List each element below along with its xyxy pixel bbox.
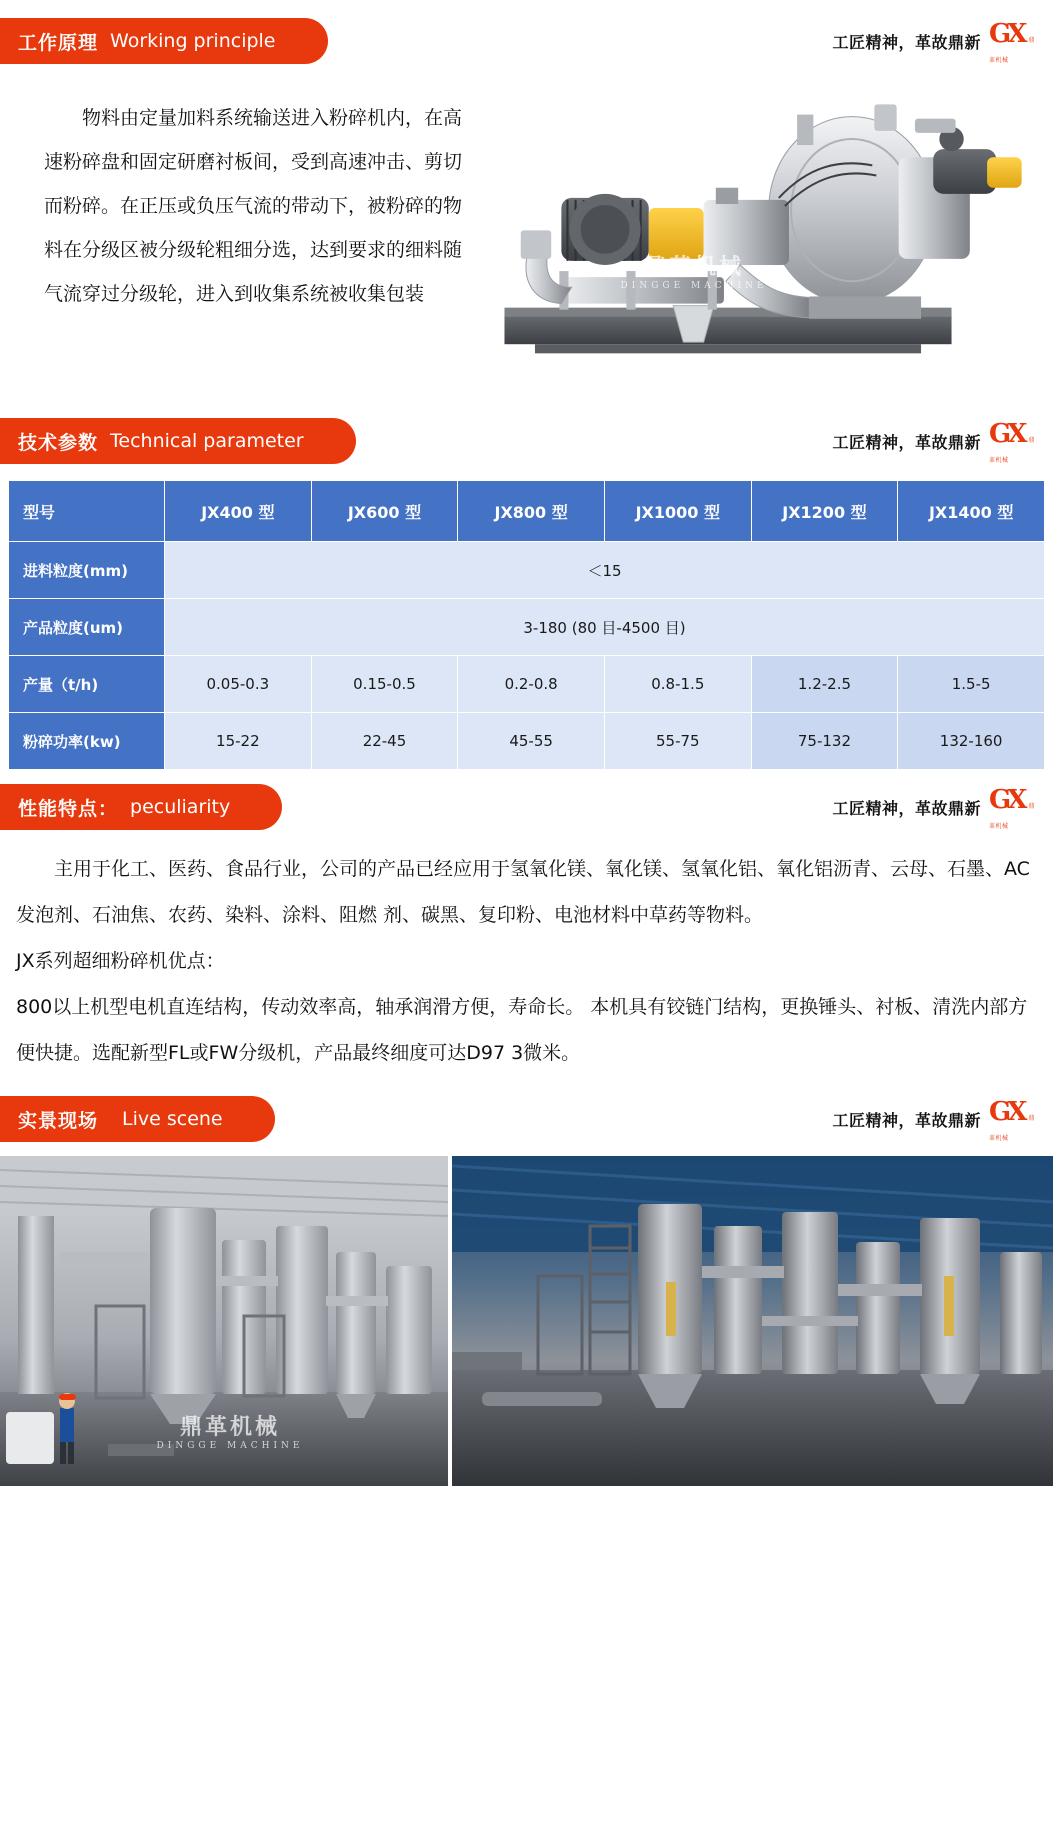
brand-slogan-block xyxy=(832,19,1053,64)
column-header: JX600 型 xyxy=(311,481,458,542)
working-principle-paragraph: 物料由定量加料系统输送进入粉碎机内，在高速粉碎盘和固定研磨衬板间，受到高速冲击、剪切而粉碎。在正压或负压气流的带动下，被粉碎的物料在分级区被分级轮粗细分选，达到要求的细料随气流穿过分级轮，进入到收集系统被收集包装 xyxy=(44,107,463,305)
table-row xyxy=(9,656,1045,713)
brand-slogan-block xyxy=(832,785,1053,830)
table-cell: 0.15-0.5 xyxy=(311,656,458,713)
working-principle-text xyxy=(10,78,470,316)
table-cell: 55-75 xyxy=(604,713,751,770)
brand-slogan: 工匠精神，革故鼎新 xyxy=(832,432,981,452)
section-title-cn: 性能特点： xyxy=(18,797,119,820)
peculiarity-paragraph-3: 800以上机型电机直连结构，传动效率高，轴承润滑方便，寿命长。 本机具有铰链门结构，更换锤头、衬板、清洗内部方便快捷。选配新型FL或FW分级机，产品最终细度可达D97 3微米。 xyxy=(16,996,1028,1064)
peculiarity-paragraph-1-wrap xyxy=(16,846,1031,938)
watermark-en: DINGGE MACHINE xyxy=(620,281,768,291)
table-cell: 1.2-2.5 xyxy=(751,656,898,713)
table-cell: 0.05-0.3 xyxy=(165,656,312,713)
row-label: 产量（t/h) xyxy=(9,656,165,713)
column-header: JX800 型 xyxy=(458,481,605,542)
watermark-cn: 鼎革机械 xyxy=(643,254,744,280)
technical-parameter-table-wrap xyxy=(0,480,1053,770)
logo-company-name: 鼎革机械 xyxy=(989,1115,1035,1142)
brand-slogan: 工匠精神，革故鼎新 xyxy=(832,1110,981,1130)
working-principle-body xyxy=(0,64,1053,378)
section-title-en: Working principle xyxy=(110,30,276,52)
ribbon-live-scene xyxy=(0,1096,275,1142)
pulverizer-machine-illustration xyxy=(474,78,1043,373)
column-header: JX400 型 xyxy=(165,481,312,542)
table-cell: 45-55 xyxy=(458,713,605,770)
logo-initials: GX xyxy=(989,1097,1024,1127)
company-logo-icon xyxy=(989,1097,1037,1142)
factory-interior-illustration-1 xyxy=(0,1156,448,1486)
peculiarity-paragraph-1: 主用于化工、医药、食品行业，公司的产品已经应用于氢氧化镁、氧化镁、氢氧化铝、氧化铝沥青、云母、石墨、AC发泡剂、石油焦、农药、染料、涂料、阻燃 剂、碳黑、复印粉、电池材料中草药等物料。 xyxy=(16,858,1030,926)
table-row xyxy=(9,542,1045,599)
table-cell: 22-45 xyxy=(311,713,458,770)
column-header: 型号 xyxy=(9,481,165,542)
section-header-live-scene xyxy=(0,1096,1053,1142)
table-header-row xyxy=(9,481,1045,542)
row-label: 粉碎功率(kw) xyxy=(9,713,165,770)
watermark-cn: 鼎革机械 xyxy=(179,1414,280,1440)
technical-parameter-table xyxy=(8,480,1045,770)
company-logo-icon xyxy=(989,419,1037,464)
column-header: JX1200 型 xyxy=(751,481,898,542)
ribbon-technical-parameter xyxy=(0,418,356,464)
machine-photo xyxy=(474,78,1043,368)
logo-initials: GX xyxy=(989,419,1024,449)
section-header-technical-parameter xyxy=(0,418,1053,464)
ribbon-peculiarity xyxy=(0,784,282,830)
logo-company-name: 鼎革机械 xyxy=(989,37,1035,64)
section-title-cn: 实景现场 xyxy=(18,1109,99,1132)
company-logo-icon xyxy=(989,19,1037,64)
peculiarity-paragraph-2: JX系列超细粉碎机优点： xyxy=(16,950,225,972)
live-scene-photo-1 xyxy=(0,1156,448,1486)
table-cell: 0.8-1.5 xyxy=(604,656,751,713)
brand-slogan: 工匠精神，革故鼎新 xyxy=(832,798,981,818)
live-scene-gallery xyxy=(0,1156,1053,1486)
logo-initials: GX xyxy=(989,785,1024,815)
watermark-en: DINGGE MACHINE xyxy=(156,1441,304,1451)
row-merged-value: 3-180 (80 目-4500 目) xyxy=(165,599,1045,656)
brand-slogan-block xyxy=(832,419,1053,464)
section-header-working-principle xyxy=(0,18,1053,64)
logo-company-name: 鼎革机械 xyxy=(989,803,1035,830)
table-cell: 1.5-5 xyxy=(898,656,1045,713)
section-header-peculiarity xyxy=(0,784,1053,830)
row-label: 产品粒度(um) xyxy=(9,599,165,656)
company-logo-icon xyxy=(989,785,1037,830)
brand-slogan: 工匠精神，革故鼎新 xyxy=(832,32,981,52)
table-cell: 132-160 xyxy=(898,713,1045,770)
section-title-cn: 工作原理 xyxy=(18,31,99,54)
column-header: JX1000 型 xyxy=(604,481,751,542)
factory-interior-illustration-2 xyxy=(452,1156,1053,1486)
logo-company-name: 鼎革机械 xyxy=(989,437,1035,464)
section-title-en: Technical parameter xyxy=(110,430,304,452)
peculiarity-body xyxy=(0,830,1053,1086)
table-cell: 0.2-0.8 xyxy=(458,656,605,713)
section-title-en: Live scene xyxy=(122,1108,223,1130)
column-header: JX1400 型 xyxy=(898,481,1045,542)
table-cell: 15-22 xyxy=(165,713,312,770)
row-merged-value: ＜15 xyxy=(165,542,1045,599)
ribbon-working-principle xyxy=(0,18,328,64)
section-title-cn: 技术参数 xyxy=(18,431,99,454)
row-label: 进料粒度(mm) xyxy=(9,542,165,599)
brand-slogan-block xyxy=(832,1097,1053,1142)
table-cell: 75-132 xyxy=(751,713,898,770)
table-row xyxy=(9,713,1045,770)
section-title-en: peculiarity xyxy=(130,796,231,818)
live-scene-photo-2 xyxy=(452,1156,1053,1486)
logo-initials: GX xyxy=(989,19,1024,49)
table-row xyxy=(9,599,1045,656)
